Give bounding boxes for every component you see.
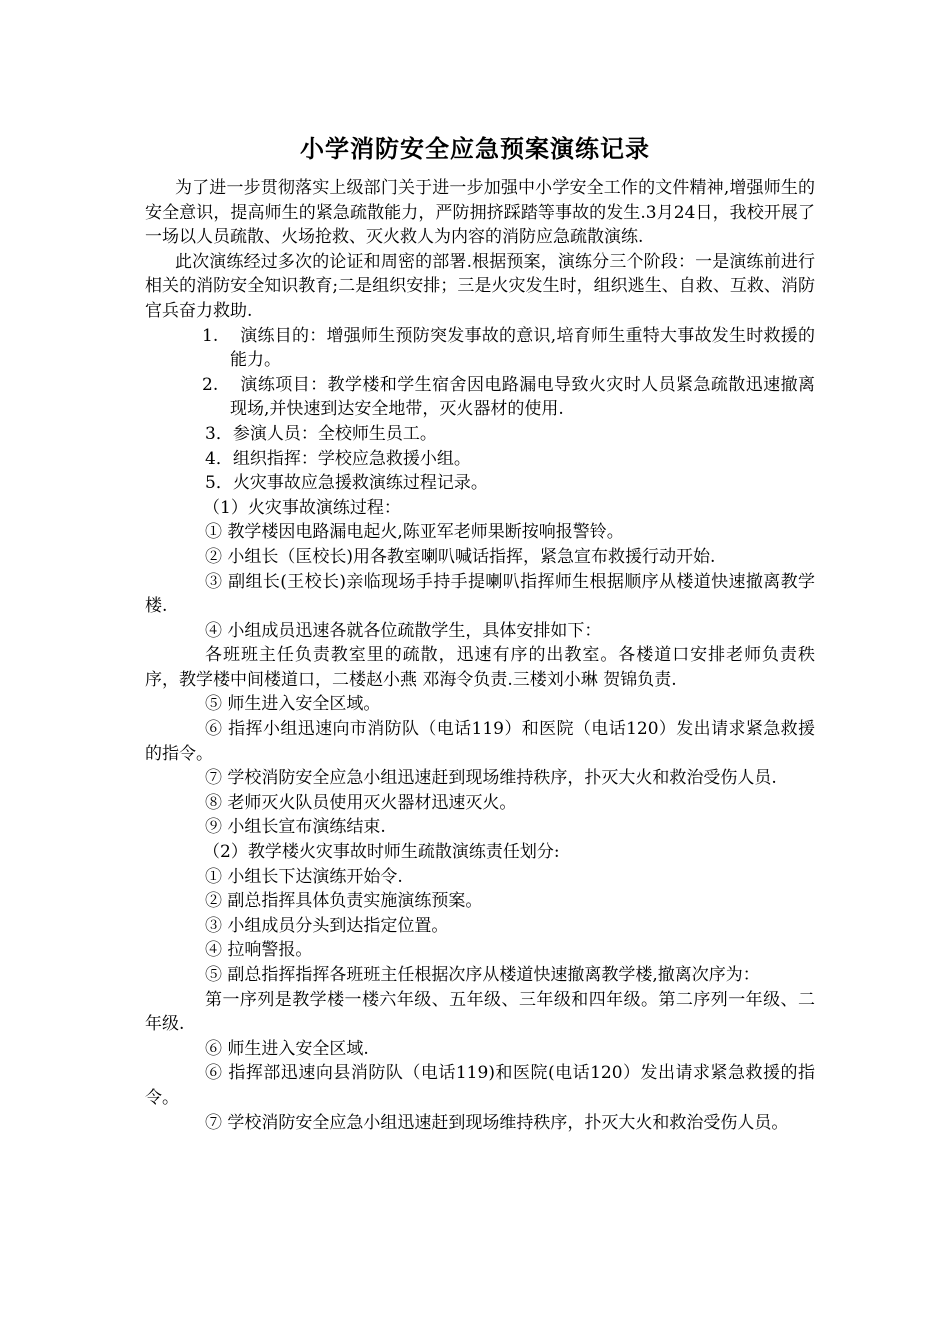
section-1-step: ⑦ 学校消防安全应急小组迅速赶到现场维持秩序，扑灭大火和救治受伤人员. bbox=[205, 768, 777, 789]
intro-paragraph-2: 此次演练经过多次的论证和周密的部署.根据预案，演练分三个阶段：一是演练前进行相关的消防安全知识教育;二是组织安排；三是火灾发生时，组织逃生、自救、互救、消防官兵奋力救助. bbox=[145, 251, 815, 321]
section-1-step: ③ 副组长(王校长)亲临现场手持手提喇叭指挥师生根据顺序从楼道快速撤离教学楼. bbox=[145, 571, 815, 617]
section-1-step: ② 小组长（匡校长)用各教室喇叭喊话指挥，紧急宣布救援行动开始. bbox=[205, 546, 716, 567]
section-2-step: ⑥ 指挥部迅速向县消防队（电话119)和医院(电话120）发出请求紧急救援的指令。 bbox=[145, 1063, 815, 1108]
section-1-step: ④ 小组成员迅速各就各位疏散学生，具体安排如下： bbox=[205, 620, 602, 641]
section-2-step: ④ 拉响警报。 bbox=[205, 940, 313, 961]
item-3-participants: 3．参演人员：全校师生员工。 bbox=[205, 423, 437, 444]
numbered-item-1 bbox=[145, 324, 815, 373]
section-2-step: ② 副总指挥具体负责实施演练预案。 bbox=[205, 891, 483, 912]
item-number: 2. bbox=[202, 374, 219, 395]
item-number: 1. bbox=[202, 325, 219, 346]
section-1-step: ⑤ 师生进入安全区域。 bbox=[205, 694, 381, 715]
section-1-step: ⑥ 指挥小组迅速向市消防队（电话119）和医院（电话120）发出请求紧急救援的指令。 bbox=[145, 719, 815, 764]
item-4-command: 4．组织指挥：学校应急救援小组。 bbox=[205, 448, 471, 469]
intro-paragraph-1: 为了进一步贯彻落实上级部门关于进一步加强中小学安全工作的文件精神,增强师生的安全意识，提高师生的紧急疏散能力，严防拥挤踩踏等事故的发生.3月24日，我校开展了一场以人员疏散、火场抢救、灭火救人为内容的消防应急疏散演练. bbox=[145, 178, 815, 248]
section-2-step: ⑦ 学校消防安全应急小组迅速赶到现场维持秩序，扑灭大火和救治受伤人员。 bbox=[205, 1112, 789, 1133]
section-1-step: ⑧ 老师灭火队员使用灭火器材迅速灭火。 bbox=[205, 792, 517, 813]
section-2-step: ① 小组长下达演练开始令. bbox=[205, 866, 403, 887]
section-2-step: ③ 小组成员分头到达指定位置。 bbox=[205, 915, 449, 936]
section-2-step: 第一序列是教学楼一楼六年级、五年级、三年级和四年级。第二序列一年级、二年级. bbox=[145, 989, 815, 1035]
section-2-heading: （2）教学楼火灾事故时师生疏散演练责任划分: bbox=[203, 842, 560, 863]
item-text: 演练项目：教学楼和学生宿舍因电路漏电导致火灾时人员紧急疏散迅速撤离现场,并快速到达安全地带，灭火器材的使用. bbox=[230, 374, 815, 420]
document-body bbox=[145, 176, 815, 1135]
document-title: 小学消防安全应急预案演练记录 bbox=[300, 134, 650, 163]
item-text: 演练目的：增强师生预防突发事故的意识,培育师生重特大事故发生时救援的能力。 bbox=[230, 325, 815, 371]
section-1-step: ⑨ 小组长宣布演练结束. bbox=[205, 817, 386, 838]
section-1-step: ① 教学楼因电路漏电起火,陈亚军老师果断按响报警铃。 bbox=[205, 522, 624, 543]
section-2-step: ⑥ 师生进入安全区域. bbox=[205, 1038, 369, 1059]
section-2-step: ⑤ 副总指挥指挥各班班主任根据次序从楼道快速撤离教学楼,撤离次序为： bbox=[205, 965, 760, 985]
section-1-heading: （1）火灾事故演练过程： bbox=[203, 497, 401, 518]
item-5-record: 5．火灾事故应急援救演练过程记录。 bbox=[205, 473, 488, 494]
numbered-item-2 bbox=[145, 373, 815, 422]
section-1-step: 各班班主任负责教室里的疏散，迅速有序的出教室。各楼道口安排老师负责秩序，教学楼中间楼道口，二楼赵小燕 邓海令负责.三楼刘小琳 贺锦负责. bbox=[145, 645, 815, 690]
